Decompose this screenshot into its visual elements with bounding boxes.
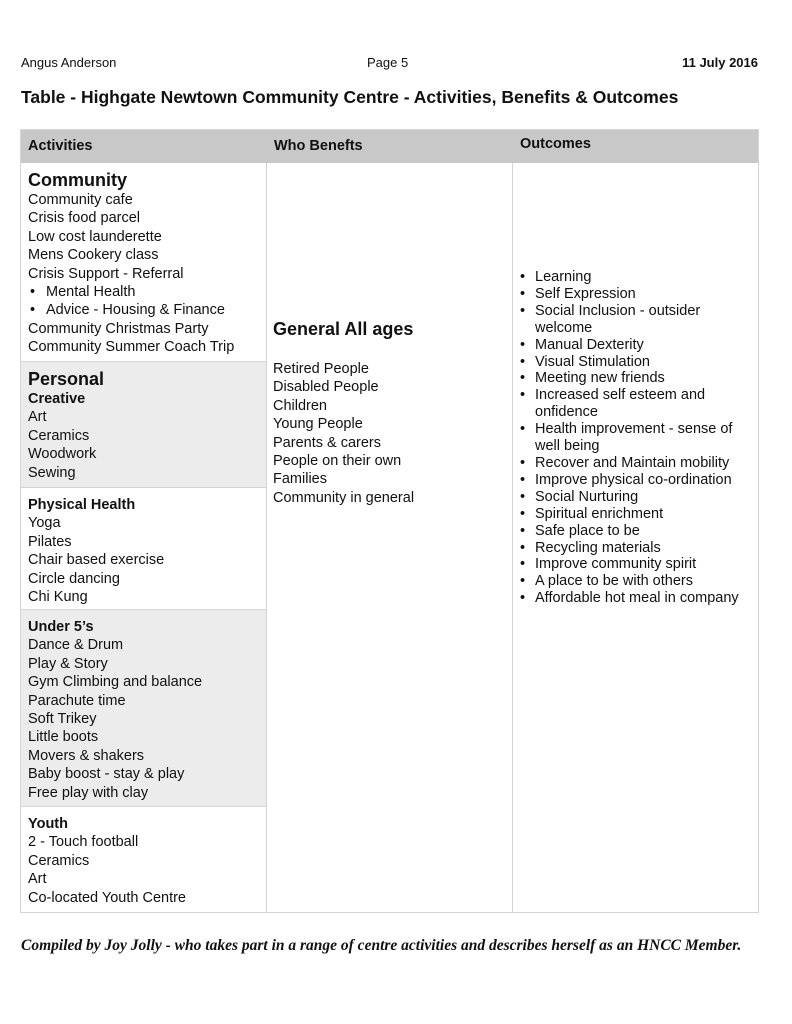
- list-item: Pilates: [28, 533, 72, 550]
- outcome-item: • Learning: [520, 269, 739, 286]
- bulleted-list-item: • Advice - Housing & Finance: [28, 301, 266, 319]
- header-date: 11 July 2016: [682, 55, 758, 70]
- list-item: Children: [273, 397, 327, 414]
- activity-section-youth: [21, 807, 266, 912]
- section-subheading: Physical Health: [28, 497, 136, 513]
- outcome-item: • Meeting new friends: [520, 370, 739, 387]
- table-body: [21, 163, 758, 912]
- list-item: Community cafe: [28, 192, 133, 208]
- bulleted-list-item: • Mental Health: [28, 283, 266, 301]
- section-heading: Personal: [28, 369, 105, 389]
- list-item: Woodwork: [28, 446, 97, 463]
- outcome-item: • Self Expression: [520, 286, 739, 303]
- outcome-item: • Social Inclusion - outsider: [520, 303, 739, 320]
- list-item: Chair based exercise: [28, 552, 165, 569]
- outcome-item: • Improve community spirit: [520, 556, 739, 573]
- outcome-item: • Health improvement - sense of: [520, 421, 739, 438]
- outcome-item: • Improve physical co-ordination: [520, 472, 739, 489]
- list-item: Art: [28, 409, 47, 426]
- list-item: Community Christmas Party: [28, 320, 209, 337]
- activities-column: [21, 163, 267, 912]
- list-item: Dance & Drum: [28, 637, 124, 654]
- list-item: Co-located Youth Centre: [28, 889, 186, 906]
- outcome-item: • Visual Stimulation: [520, 354, 739, 371]
- list-item: Gym Climbing and balance: [28, 674, 203, 691]
- section-subheading: Creative: [28, 391, 86, 407]
- list-item: Community in general: [273, 489, 415, 506]
- column-header-outcomes: Outcomes: [520, 136, 591, 152]
- activities-table: [20, 129, 759, 913]
- outcome-item-continuation: onfidence: [535, 404, 598, 421]
- section-subheading: Under 5’s: [28, 619, 94, 635]
- section-heading: Community: [28, 170, 127, 190]
- table-header-row: [21, 130, 758, 163]
- outcome-item: • Spiritual enrichment: [520, 506, 739, 523]
- outcome-item: • Increased self esteem and: [520, 387, 739, 404]
- list-item: Ceramics: [28, 852, 90, 869]
- list-item: Yoga: [28, 515, 61, 532]
- column-header-activities: Activities: [28, 138, 93, 154]
- outcome-item: • Social Nurturing: [520, 489, 739, 506]
- header-page-number: Page 5: [367, 55, 409, 70]
- list-item: Community Summer Coach Trip: [28, 339, 235, 356]
- list-item: Art: [28, 871, 47, 888]
- section-subheading: Youth: [28, 816, 68, 832]
- list-item: Chi Kung: [28, 589, 88, 606]
- activity-section-under-5s: [21, 610, 266, 807]
- list-item: Crisis Support - Referral: [28, 265, 184, 282]
- list-item: People on their own: [273, 453, 402, 470]
- list-item: Circle dancing: [28, 570, 120, 587]
- benefits-heading: General All ages: [273, 319, 414, 339]
- document-title: Table - Highgate Newtown Community Centre - Activities, Benefits & Outcomes: [21, 87, 679, 107]
- outcome-item: • A place to be with others: [520, 573, 739, 590]
- list-item: Soft Trikey: [28, 711, 97, 728]
- list-item: Little boots: [28, 729, 99, 746]
- list-item: Disabled People: [273, 379, 379, 396]
- outcome-item-continuation: welcome: [535, 319, 593, 336]
- list-item: Ceramics: [28, 427, 90, 444]
- header-author: Angus Anderson: [21, 55, 117, 70]
- compiled-by-note: Compiled by Joy Jolly - who takes part in a range of centre activities and describes herself as an HNCC Member.: [21, 937, 742, 954]
- benefits-list: [273, 360, 414, 507]
- list-item: Mens Cookery class: [28, 247, 159, 264]
- list-item: Crisis food parcel: [28, 210, 141, 227]
- outcome-item: • Affordable hot meal in company: [520, 590, 739, 607]
- outcome-item-continuation: well being: [535, 438, 600, 455]
- list-item: Sewing: [28, 464, 76, 481]
- list-item: Free play with clay: [28, 784, 149, 801]
- list-item: Families: [273, 471, 327, 488]
- outcomes-column: [513, 163, 758, 912]
- list-item: Baby boost - stay & play: [28, 766, 185, 783]
- column-header-who-benefits: Who Benefts: [274, 138, 363, 154]
- activity-section-community: [21, 163, 266, 362]
- list-item: 2 - Touch football: [28, 834, 139, 851]
- list-item: Retired People: [273, 361, 369, 377]
- list-item: Play & Story: [28, 655, 108, 672]
- list-item: Parents & carers: [273, 434, 381, 451]
- list-item: Parachute time: [28, 692, 126, 709]
- list-item: Young People: [273, 416, 363, 433]
- activity-section-personal: [21, 362, 266, 488]
- who-benefits-column: [267, 163, 513, 912]
- list-item: Movers & shakers: [28, 747, 145, 764]
- outcome-item: • Recover and Maintain mobility: [520, 455, 739, 472]
- list-item: Low cost launderette: [28, 228, 162, 245]
- outcome-item: • Safe place to be: [520, 523, 739, 540]
- outcome-item: • Manual Dexterity: [520, 337, 739, 354]
- activity-section-physical-health: [21, 488, 266, 610]
- outcome-item: • Recycling materials: [520, 540, 739, 557]
- outcomes-list: [520, 269, 739, 607]
